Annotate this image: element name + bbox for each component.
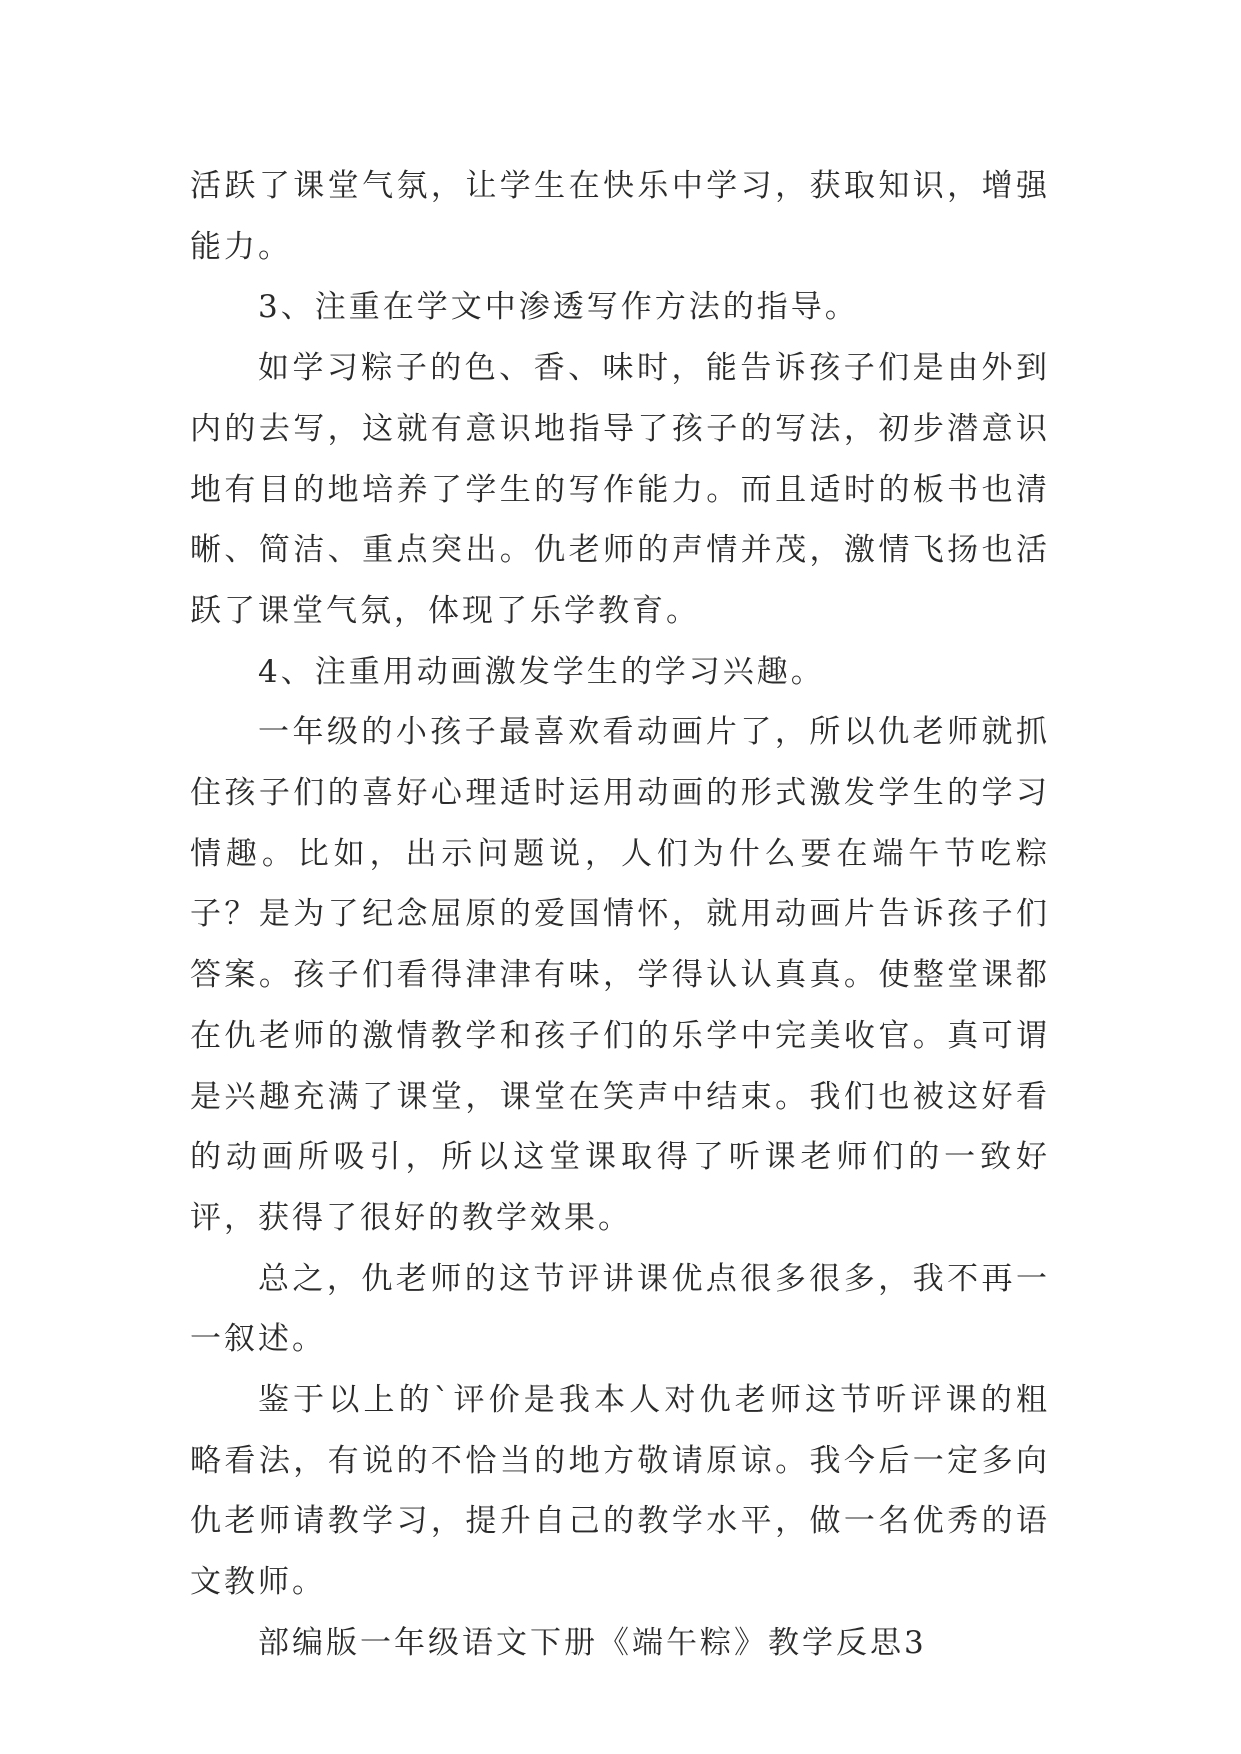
paragraph-animation-interest: 一年级的小孩子最喜欢看动画片了，所以仇老师就抓住孩子们的喜好心理适时运用动画的形式激发学生的学习情趣。比如，出示问题说，人们为什么要在端午节吃粽子？是为了纪念屈原的爱国情怀，就用动画片告诉孩子们答案。孩子们看得津津有味，学得认认真真。使整堂课都在仇老师的激情教学和孩子们的乐学中完美收官。真可谓是兴趣充满了课堂，课堂在笑声中结束。我们也被这好看的动画所吸引，所以这堂课取得了听课老师们的一致好评，获得了很好的教学效果。 bbox=[190, 714, 1050, 1236]
paragraph-heading-point-3: 3、注重在学文中渗透写作方法的指导。 bbox=[258, 289, 859, 326]
document-body bbox=[190, 156, 1050, 1674]
paragraph-continuation: 活跃了课堂气氛，让学生在快乐中学习，获取知识，增强能力。 bbox=[190, 168, 1050, 265]
paragraph-conclusion: 鉴于以上的`评价是我本人对仇老师这节听评课的粗略看法，有说的不恰当的地方敬请原谅。我今后一定多向仇老师请教学习，提升自己的教学水平，做一名优秀的语文教师。 bbox=[190, 1382, 1050, 1601]
paragraph-summary: 总之，仇老师的这节评讲课优点很多很多，我不再一一叙述。 bbox=[190, 1260, 1050, 1358]
section-title: 部编版一年级语文下册《端午粽》教学反思3 bbox=[258, 1624, 927, 1661]
paragraph-heading-point-4: 4、注重用动画激发学生的学习兴趣。 bbox=[258, 653, 825, 690]
paragraph-writing-guidance: 如学习粽子的色、香、味时，能告诉孩子们是由外到内的去写，这就有意识地指导了孩子的写法，初步潜意识地有目的地培养了学生的写作能力。而且适时的板书也清晰、简洁、重点突出。仇老师的声情并茂，激情飞扬也活跃了课堂气氛，体现了乐学教育。 bbox=[190, 350, 1050, 629]
